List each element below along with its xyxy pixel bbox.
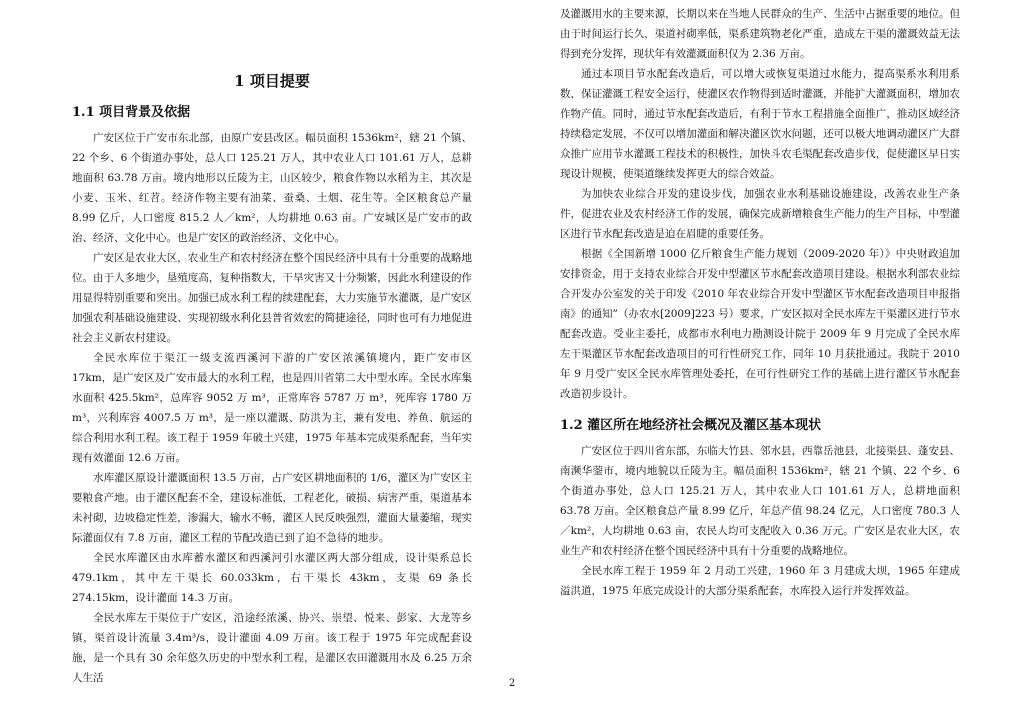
page-number: 2 (508, 678, 516, 689)
paragraph: 全民水库工程于 1959 年 2 月动工兴建，1960 年 3 月建成大坝，1965 年建成溢洪道，1975 年底完成设计的大部分渠系配套，水库投入运行并发挥效益。 (560, 565, 960, 597)
right-column (560, 0, 960, 601)
section-heading-1-2: 1.2 灌区所在地经济社会概况及灌区基本现状 (560, 418, 822, 433)
paragraph: 水库灌区原设计灌溉面积 13.5 万亩，占广安区耕地面积的 1/6，灌区为广安区主要粮食产地。由于灌区配套不全，建设标准低，工程老化，破损、病害严重，渠道基本未衬砌，边坡稳定性差，渗漏大，输水不畅，灌区人民反映强烈，灌面大量萎缩，现实际灌面仅有 7.8 万亩，灌区工程的节配改造已到了迫不急待的地步。 (72, 472, 472, 544)
paragraph: 为加快农业综合开发的建设步伐，加强农业水利基础设施建设，改善农业生产条件，促进农业及农村经济工作的发展，确保完成新增粮食生产能力的生产目标，中型灌区进行节水配套改造是迫在眉睫的重要任务。 (560, 188, 960, 240)
chapter-title: 1 项目提要 (234, 72, 310, 90)
section-heading-1-1: 1.1 项目背景及依据 (72, 105, 191, 120)
paragraph: 全民水库左干渠位于广安区，沿途经浓溪、协兴、崇望、悦来、彭家、大龙等乡镇，渠首设计流量 3.4m³/s，设计灌面 4.09 万亩。该工程于 1975 年完成配套设施，是一个具有 30 余年悠久历史的中型水利工程，是灌区农田灌溉用水及 6.25 万余人生活 (72, 612, 472, 684)
paragraph: 根据《全国新增 1000 亿斤粮食生产能力规划（2009-2020 年）》中央财政追加安排资金，用于支持农业综合开发中型灌区节水配套改造项目建设。根据水利部农业综合开发办公室发的关于印发《2010 年农业综合开发中型灌区节水配套改造项目申报指南》的通知”（办农水[2009]223 号）要求，广安区拟对全民水库左干渠灌区进行节水配套改造。受业主委托，成都市水利电力勘测设计院于 2009 年 9 月完成了全民水库左干渠灌区节水配套改造项目的可行性研究工作，同年 10 月获批通过。我院于 2010 年 9 月受广安区全民水库管理处委托，在可行性研究工作的基础上进行灌区节水配套改造初步设计。 (560, 248, 960, 400)
paragraph: 广安区是农业大区，农业生产和农村经济在整个国民经济中具有十分重要的战略地位。由于人多地少，垦殖度高，复种指数大，干旱灾害又十分频繁，因此水利建设的作用显得特别重要和突出。加强已成水利工程的续建配套，大力实施节水灌溉，是广安区加强农利基础设施建设、实现初级水利化县普省效宏的简捷途径，同时也可有力地促进社会主义新农村建设。 (72, 252, 472, 344)
paragraph: 广安区位于广安市东北部，由原广安县改区。幅员面积 1536km²，辖 21 个镇、22 个乡、6 个街道办事处，总人口 125.21 万人，其中农业人口 101.61 万人，总耕地面积 63.78 万亩。境内地形以丘陵为主，山区较少，粮食作物以水稻为主，其次是小麦、玉米、红苕。经济作物主要有油菜、蚕桑、土烟、花生等。全区粮食总产量 8.99 亿斤，人口密度 815.2 人／km²，人均耕地 0.63 亩。广安城区是广安市的政治、经济、文化中心。也是广安区的政治经济、文化中心。 (72, 132, 472, 244)
left-column (72, 0, 472, 688)
paragraph: 广安区位于四川省东部，东临大竹县、邻水县，西靠岳池县，北接渠县、蓬安县、南濒华蓥市，境内地貌以丘陵为主。幅员面积 1536km²，辖 21 个镇、22 个乡、6 个街道办事处，总人口 125.21 万人，其中农业人口 101.61 万人，总耕地面积 63.78 万亩。全区粮食总产量 8.99 亿斤，年总产值 98.24 亿元，人口密度 780.3 人／km²，人均耕地 0.63 亩，农民人均可支配收入 0.36 万元。广安区是农业大区，农业生产和农村经济在整个国民经济中具有十分重要的战略地位。 (560, 445, 960, 557)
paragraph: 全民水库位于渠江一级支流西溪河下游的广安区浓溪镇境内，距广安市区 17km，是广安区及广安市最大的水利工程，也是四川省第二大中型水库。全民水库集水面积 425.5km²，总库容 9052 万 m³，正常库容 5787 万 m³，死库容 1780 万 m³，兴利库容 4007.5 万 m³，是一座以灌溉、防洪为主，兼有发电、养鱼、航运的综合利用水利工程。该工程于 1959 年破土兴建，1975 年基本完成渠系配套，当年实现有效灌面 12.6 万亩。 (72, 352, 472, 464)
paragraph-continued: 及灌溉用水的主要来源，长期以来在当地人民群众的生产、生活中占据重要的地位。但由于时间运行长久，渠道衬砌率低，渠系建筑物老化严重，造成左干渠的灌溉效益无法得到充分发挥，现状年有效灌溉面积仅为 2.36 万亩。 (560, 8, 960, 60)
paragraph: 通过本项目节水配套改造后，可以增大或恢复渠道过水能力，提高渠系水利用系数，保证灌溉工程安全运行，使灌区农作物得到适时灌溉，并能扩大灌溉面积，增加农作物产值。同时，通过节水配套改造后，有利于节水工程措施全面推广，推动区域经济持续稳定发展，不仅可以增加灌面和解决灌区饮水问题，还可以极大地调动灌区广大群众推广应用节水灌溉工程技术的积极性，加快斗农毛渠配套改造步伐，促使灌区早日实现设计规模，使渠道继续发挥更大的综合效益。 (560, 68, 960, 180)
paragraph: 全民水库灌区由水库蓄水灌区和西溪河引水灌区两大部分组成，设计渠系总长 479.1km，其中左干渠长 60.033km，右干渠长 43km，支渠 69 条长 274.15km，设计灌面 14.3 万亩。 (72, 552, 472, 604)
